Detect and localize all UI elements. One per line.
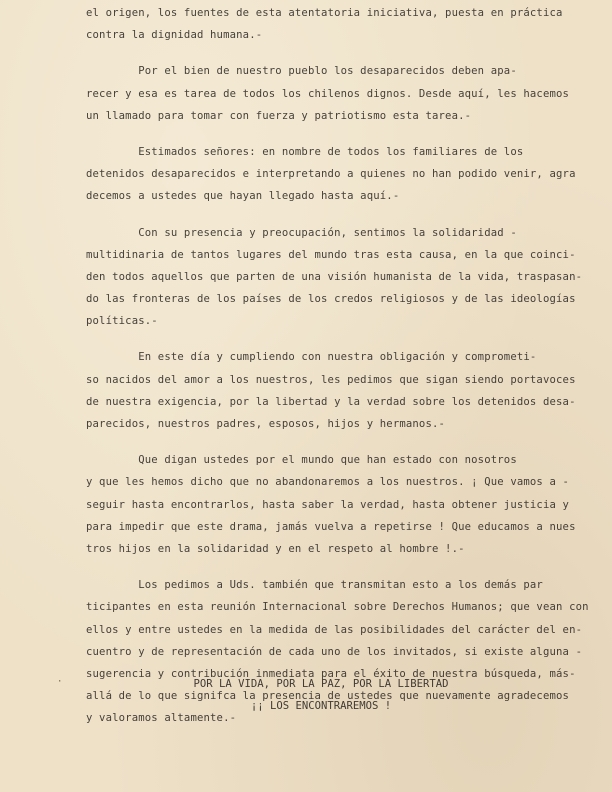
text-line: ticipantes en esta reunión Internacional sobre Derechos Humanos; que vean con [86, 601, 589, 614]
text-line: el origen, los fuentes de esta atentatoria iniciativa, puesta en práctica [86, 7, 563, 19]
text-line: y valoramos altamente.- [86, 712, 237, 725]
text-line: ellos y entre ustedes en la medida de las posibilidades del carácter del en- [86, 623, 583, 636]
paragraph-6 [86, 449, 576, 560]
text-line: Con su presencia y preocupación, sentimos la solidaridad - [86, 226, 517, 239]
ink-speck: · [57, 677, 63, 687]
text-line: Que digan ustedes por el mundo que han estado con nosotros [86, 454, 517, 467]
text-line: allá de lo que signifca la presencia de ustedes que nuevamente agradecemos [86, 690, 570, 703]
text-line: contra la dignidad humana.- [86, 29, 263, 42]
closing-slogan: POR LA VIDA, POR LA PAZ, POR LA LIBERTAD [193, 678, 449, 690]
text-line: sugerencia y contribución inmediata para el éxito de nuestra búsqueda, más- [86, 667, 576, 680]
text-line: tros hijos en la solidaridad y en el respeto al hombre !.- [86, 542, 465, 555]
text-line: recer y esa es tarea de todos los chilenos dignos. Desde aquí, les hacemos [86, 87, 570, 100]
text-line: Los pedimos a Uds. también que transmitan esto a los demás par [86, 579, 543, 592]
paragraph-4 [86, 222, 583, 333]
text-line: seguir hasta encontrarlos, hasta saber la verdad, hasta obtener justicia y [86, 498, 570, 511]
text-line: cuentro y de representación de cada uno de los invitados, si existe alguna - [86, 645, 583, 658]
typed-letter-body [86, 2, 589, 729]
text-line: de nuestra exigencia, por la libertad y la verdad sobre los detenidos desa- [86, 395, 576, 408]
text-line: decemos a ustedes que hayan llegado hasta aquí.- [86, 190, 400, 203]
text-line: En este día y cumpliendo con nuestra obligación y comprometi- [86, 351, 537, 364]
text-line: un llamado para tomar con fuerza y patriotismo esta tarea.- [86, 109, 472, 122]
text-line: Estimados señores: en nombre de todos los familiares de los [86, 145, 524, 158]
paragraph-1 [86, 2, 563, 46]
text-line: Por el bien de nuestro pueblo los desaparecidos deben apa- [86, 65, 517, 78]
text-line: y que les hemos dicho que no abandonaremos a los nuestros. ¡ Que vamos a - [86, 476, 570, 489]
text-line: multidinaria de tantos lugares del mundo tras esta causa, en la que coinci- [86, 248, 576, 261]
paragraph-5 [86, 346, 576, 435]
paragraph-3 [86, 141, 576, 208]
text-line: den todos aquellos que parten de una visión humanista de la vida, traspasan- [86, 270, 583, 283]
closing-exclamation: ¡¡ LOS ENCONTRAREMOS ! [250, 700, 392, 712]
paragraph-2 [86, 60, 570, 127]
text-line: do las fronteras de los países de los credos religiosos y de las ideologías [86, 293, 576, 306]
text-line: detenidos desaparecidos e interpretando a quienes no han podido venir, agra [86, 168, 576, 181]
text-line: políticas.- [86, 315, 158, 328]
text-line: so nacidos del amor a los nuestros, les pedimos que sigan siendo portavoces [86, 373, 576, 386]
text-line: parecidos, nuestros padres, esposos, hijos y hermanos.- [86, 418, 446, 430]
text-line: para impedir que este drama, jamás vuelva a repetirse ! Que educamos a nues [86, 520, 576, 533]
closing-block [86, 673, 570, 717]
